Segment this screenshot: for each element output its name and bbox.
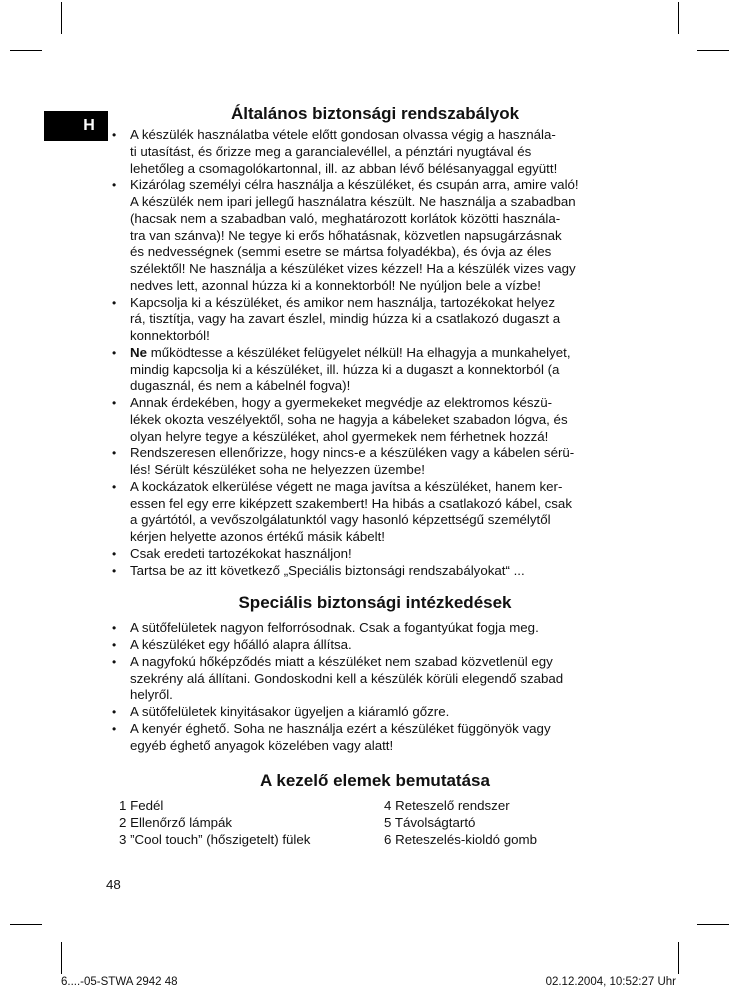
list-item-line: lés! Sérült készüléket soha ne helyezzen üzembe! — [130, 462, 425, 477]
list-item-line: Annak érdekében, hogy a gyermekeket megvédje az elektromos készü- — [130, 395, 553, 410]
section-title: A kezelő elemek bemutatása — [260, 771, 490, 791]
control-item: 1 Fedél — [119, 798, 164, 814]
list-item-line: rá, tisztítja, vagy ha zavart észlel, mindig húzza ki a csatlakozó dugaszt a — [130, 311, 561, 327]
list-item-line: Csak eredeti tartozékokat használjon! — [130, 545, 352, 561]
language-tab — [44, 111, 108, 141]
crop-mark — [678, 942, 679, 974]
list-item-line: A sütőfelületek kinyitásakor ügyeljen a kiáramló gőzre. — [130, 704, 450, 719]
list-item-line: mindig kapcsolja ki a készüléket, ill. húzza ki a dugaszt a konnektorból (a — [130, 361, 560, 377]
page-content — [110, 104, 640, 849]
control-item: 4 Reteszelő rendszer — [384, 798, 510, 814]
crop-mark — [61, 942, 62, 974]
general-safety-section — [110, 104, 640, 579]
list-item-line: A készülék használatba vétele előtt gondosan olvassa végig a használa- — [130, 127, 556, 142]
list-item-line: (hacsak nem a szabadban való, meghatározott korlátok közötti használa- — [130, 210, 561, 226]
list-item — [110, 546, 640, 563]
list-item-line: A kenyér éghető. Soha ne használja ezért a készüléket függönyök vagy — [130, 720, 551, 736]
crop-mark — [61, 2, 62, 34]
list-item-line: kérjen helyette azonos értékű másik kábelt! — [130, 529, 385, 544]
list-item — [110, 127, 640, 177]
crop-mark — [678, 2, 679, 34]
list-item-line: ti utasítást, és őrizze meg a garancialevéllel, a pénztári nyugtával és — [130, 143, 532, 159]
list-item — [110, 345, 640, 395]
footer-left: 6....-05-STWA 2942 48 — [61, 976, 178, 988]
list-item-line: Tartsa be az itt következő „Speciális biztonsági rendszabályokat“ ... — [130, 562, 525, 578]
list-item-line: helyről. — [130, 687, 173, 703]
list-item — [110, 654, 640, 704]
controls-list — [110, 798, 640, 848]
page-number: 48 — [106, 877, 121, 892]
list-item — [110, 563, 640, 580]
section-title: Speciális biztonsági intézkedések — [238, 593, 512, 613]
list-item-line: A sütőfelületek nagyon felforrósodnak. Csak a fogantyúkat fogja meg. — [130, 620, 539, 636]
list-item-line: és nedvességnek (semmi esetre se mártsa folyadékba), és óvja az éles — [130, 244, 552, 260]
list-item-line: Kapcsolja ki a készüléket, és amikor nem használja, tartozékokat helyez — [130, 294, 555, 310]
list-item-line: A nagyfokú hőképződés miatt a készüléket nem szabad közvetlenül egy — [130, 653, 553, 669]
list-item-line: konnektorból! — [130, 328, 210, 343]
list-item — [110, 620, 640, 637]
list-item-line: lehetőleg a csomagolókartonnal, ill. az abban lévő bélésanyaggal együtt! — [130, 160, 558, 176]
list-item — [110, 637, 640, 654]
control-item: 3 ”Cool touch” (hőszigetelt) fülek — [119, 831, 311, 847]
crop-mark — [10, 50, 42, 51]
list-item — [110, 395, 640, 445]
list-item-line: dugasznál, és nem a kábelnél fogva)! — [130, 378, 351, 394]
list-item-line: szélektől! Ne használja a készüléket vizes kézzel! Ha a készülék vizes vagy — [130, 261, 576, 276]
list-item-line: essen fel egy erre kiképzett szakembert! Ha hibás a csatlakozó kábel, csak — [130, 495, 572, 511]
list-item — [110, 721, 640, 755]
special-safety-section — [110, 593, 640, 754]
list-item-line: A készülék nem ipari jellegű használatra készült. Ne használja a szabadban — [130, 194, 576, 209]
list-item — [110, 445, 640, 479]
control-item: 2 Ellenőrző lámpák — [119, 815, 233, 830]
general-safety-list — [110, 127, 640, 579]
list-item — [110, 479, 640, 546]
list-item — [110, 177, 640, 294]
controls-section — [110, 771, 640, 848]
list-item-line: Rendszeresen ellenőrizze, hogy nincs-e a készüléken vagy a kábelen sérü- — [130, 445, 575, 461]
list-item-line: a gyártótól, a vevőszolgálatunktól vagy hasonló képzettségű személytől — [130, 512, 551, 528]
language-tab-label: H — [83, 117, 95, 134]
section-title: Általános biztonsági rendszabályok — [230, 104, 520, 123]
list-item-line: A kockázatok elkerülése végett ne maga javítsa a készüléket, hanem ker- — [130, 478, 563, 494]
list-item — [110, 295, 640, 345]
list-item-line: egyéb éghető anyagok közelében vagy alatt! — [130, 737, 394, 753]
list-item-line: nedves lett, azonnal húzza ki a konnektorból! Ne nyúljon bele a vízbe! — [130, 277, 541, 293]
control-item: 5 Távolságtartó — [384, 815, 476, 830]
footer-right: 02.12.2004, 10:52:27 Uhr — [545, 976, 676, 988]
special-safety-list — [110, 620, 640, 754]
control-item: 6 Reteszelés-kioldó gomb — [384, 831, 537, 847]
crop-mark — [10, 924, 42, 925]
list-item-line: működtesse a készüléket felügyelet nélkül! Ha elhagyja a munkahelyet, — [147, 344, 571, 360]
list-item-line: Kizárólag személyi célra használja a készüléket, és csupán arra, amire való! — [130, 177, 579, 193]
list-item-line: olyan helyre tegye a készüléket, ahol gyermekek nem férhetnek hozzá! — [130, 428, 549, 444]
list-item-line: szekrény alá állítani. Gondoskodni kell a készülék körüli elegendő szabad — [130, 670, 564, 686]
crop-mark — [697, 50, 729, 51]
list-item-line: tra van szánva)! Ne tegye ki erős hőhatásnak, közvetlen napsugárzásnak — [130, 227, 562, 243]
crop-mark — [697, 924, 729, 925]
list-item — [110, 704, 640, 721]
list-item-line: A készüléket egy hőálló alapra állítsa. — [130, 637, 352, 652]
list-item-line: lékek okozta veszélyektől, soha ne hagyja a kábeleket szabadon lógva, és — [130, 411, 568, 427]
emphasis: Ne — [130, 344, 147, 360]
